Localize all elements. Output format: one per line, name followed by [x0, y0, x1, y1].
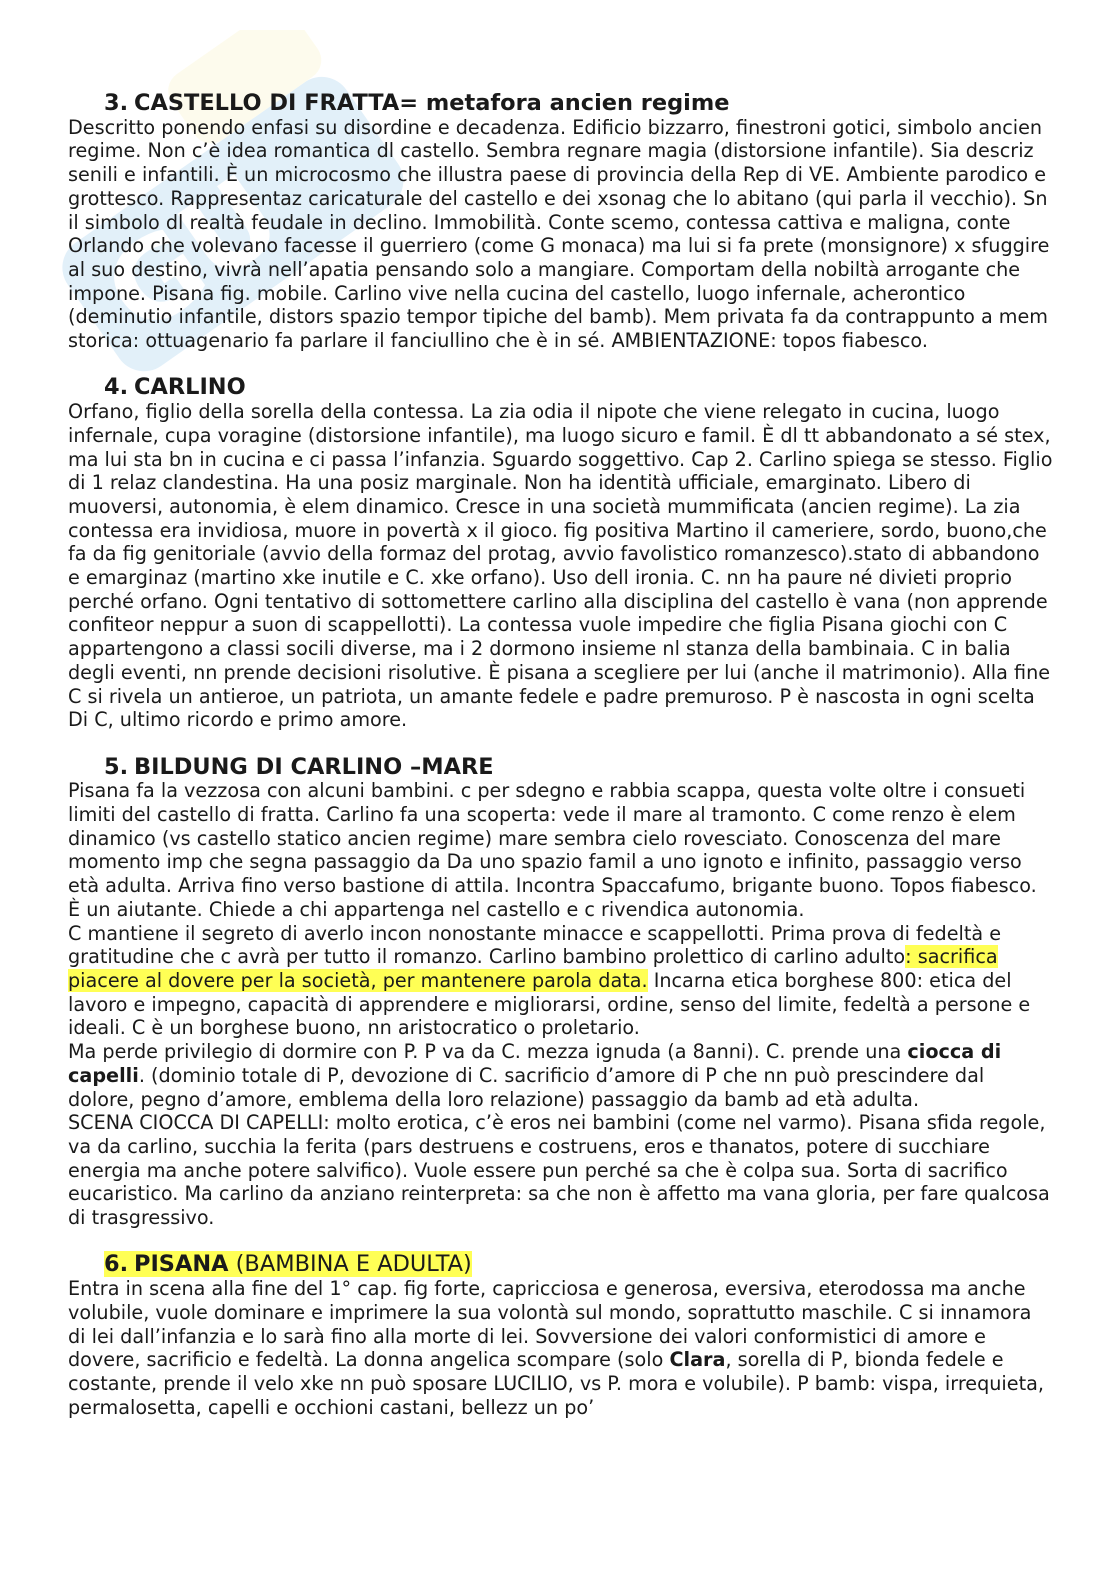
section-heading: [68, 376, 1053, 400]
paragraph: [68, 1040, 1053, 1111]
paragraph: [68, 1277, 1053, 1419]
document-page: [68, 92, 1053, 1443]
section-subtitle: (BAMBINA E ADULTA): [228, 1251, 472, 1278]
text-run: Incarna etica borghese 800: etica del lavoro e impegno, capacità di apprendere e migliorarsi, ordine, senso del limite, fedeltà a persone e ideali. C è un borghese buono, nn aristocratico o proletario.: [68, 968, 1031, 1040]
section-title: CARLINO: [134, 374, 246, 401]
section-title: PISANA: [134, 1251, 229, 1278]
section-heading: [68, 1253, 1053, 1277]
section-number: 3.: [104, 90, 129, 116]
section-bildung: [68, 753, 1053, 1230]
section-castello: [68, 92, 1053, 353]
section-number: 6.: [104, 1251, 129, 1278]
section-heading: [68, 753, 1053, 780]
bold-text: ciocca di capelli: [68, 1040, 1002, 1087]
section-carlino: [68, 376, 1053, 732]
section-heading: [68, 92, 1053, 116]
section-pisana: [68, 1253, 1053, 1419]
section-number: 4.: [104, 374, 129, 401]
text-run: Ma perde privilegio di dormire con P. P va da C. mezza ignuda (a 8anni). C. prende una: [68, 1040, 908, 1064]
text-run: Entra in scena alla fine del 1° cap. fig forte, capricciosa e generosa, eversiva, eterodossa ma anche volubile, vuole dominare e imprimere la sua volontà sul mondo, soprattutto maschile. C si innamora di lei dall’infanzia e lo sarà fino alla morte di lei. Sovversione dei valori conformistici di amore e dovere, sacrificio e fedeltà. La donna angelica scompare (solo: [68, 1277, 1032, 1372]
section-title: BILDUNG DI CARLINO –MARE: [134, 753, 494, 780]
section-number: 5.: [104, 753, 129, 780]
section-title: CASTELLO DI FRATTA= metafora ancien regime: [134, 90, 730, 116]
highlighted-heading: [104, 1251, 472, 1277]
highlighted-text: : sacrifica piacere al dovere per la società, per mantenere parola data.: [68, 945, 998, 992]
paragraph: Pisana fa la vezzosa con alcuni bambini. c per sdegno e rabbia scappa, questa volte oltre i consueti limiti del castello di fratta. Carlino fa una scoperta: vede il mare al tramonto. C come renzo è elem dinamico (vs castello statico ancien regime) mare sembra cielo rovesciato. Conoscenza del mare momento imp che segna passaggio da Da uno spazio famil a uno ignoto e infinito, passaggio verso età adulta. Arriva fino verso bastione di attila. Incontra Spaccafumo, brigante buono. Topos fiabesco. È un aiutante. Chiede a chi appartenga nel castello e c rivendica autonomia.: [68, 779, 1037, 921]
text-run: C mantiene il segreto di averlo incon nonostante minacce e scappellotti. Prima prova di fedeltà e gratitudine che c avrà per tutto il romanzo. Carlino bambino prolettico di carlino adulto: [68, 921, 1002, 969]
paragraph: SCENA CIOCCA DI CAPELLI: molto erotica, c’è eros nei bambini (come nel varmo). Pisana sfida regole, va da carlino, succhia la ferita (pars destruens e costruens, eros e thanatos, potere di succhiare energia ma anche potere salvifico). Vuole essere pun perché sa che è colpa sua. Sorta di sacrifico eucaristico. Ma carlino da anziano reinterpreta: sa che non è affetto ma vana gloria, per fare qualcosa di trasgressivo.: [68, 1111, 1050, 1230]
text-run: , sorella di P, bionda fedele e costante, prende il velo xke nn può sposare LUCILIO, vs P. mora e volubile). P bamb: vispa, irrequieta, permalosetta, capelli e occhioni castani, bellezz un po’: [68, 1348, 1044, 1419]
bold-text: Clara: [669, 1348, 726, 1372]
svg-text:GU: GU: [82, 150, 304, 359]
text-run: . (dominio totale di P, devozione di C. sacrificio d’amore di P che nn può prescindere dal dolore, pegno d’amore, emblema della loro relazione) passaggio da bamb ad età adulta.: [68, 1063, 985, 1111]
paragraph: [68, 922, 1053, 1041]
paragraph: Orfano, figlio della sorella della contessa. La zia odia il nipote che viene relegato in cucina, luogo infernale, cupa voragine (distorsione infantile), ma luogo sicuro e famil. È dl tt abbandonato a sé stex, ma lui sta bn in cucina e ci passa l’infanzia. Sguardo soggettivo. Cap 2. Carlino spiega se stesso. Figlio di 1 relaz clandestina. Ha una posiz marginale. Non ha identità ufficiale, emarginato. Libero di muoversi, autonomia, è elem dinamico. Cresce in una società mummificata (ancien regime). La zia contessa era invidiosa, muore in povertà x il gioco. fig positiva Martino il cameriere, sordo, buono,che fa da fig genitoriale (avvio della formaz del protag, avvio favolistico romanzesco).stato di abbandono e emarginaz (martino xke inutile e C. xke orfano). Uso dell ironia. C. nn ha paure né divieti proprio perché orfano. Ogni tentativo di sottomettere carlino alla disciplina del castello è vana (non apprende confiteor neppur a suon di scappellotti). La contessa vuole impedire che figlia Pisana giochi con C appartengono a classi socili diverse, ma i 2 dormono insieme nl stanza della bambinaia. C in balia degli eventi, nn prende decisioni risolutive. È pisana a scegliere per lui (anche il matrimonio). Alla fine C si rivela un antieroe, un patriota, un amante fedele e padre premuroso. P è nascosta in ogni scelta Di C, ultimo ricordo e primo amore.: [68, 400, 1053, 732]
paragraph: Descritto ponendo enfasi su disordine e decadenza. Edificio bizzarro, finestroni gotici, simbolo ancien regime. Non c’è idea romantica dl castello. Sembra regnare magia (distorsione infantile). Sia descriz senili e infantili. È un microcosmo che illustra paese di provincia della Rep di VE. Ambiente parodico e grottesco. Rappresentaz caricaturale del castello e dei xsonag che lo abitano (qui parla il vecchio). Sn il simbolo dl realtà feudale in declino. Immobilità. Conte scemo, contessa cattiva e maligna, conte Orlando che volevano facesse il guerriero (come G monaca) ma lui si fa prete (monsignore) x sfuggire al suo destino, vivrà nell’apatia pensando solo a mangiare. Comportam della nobiltà arrogante che impone. Pisana fig. mobile. Carlino vive nella cucina del castello, luogo infernale, acherontico (deminutio infantile, distors spazio tempor tipiche del bamb). Mem privata fa da contrappunto a mem storica: ottuagenario fa parlare il fanciullino che è in sé. AMBIENTAZIONE: topos fiabesco.: [68, 115, 1050, 353]
